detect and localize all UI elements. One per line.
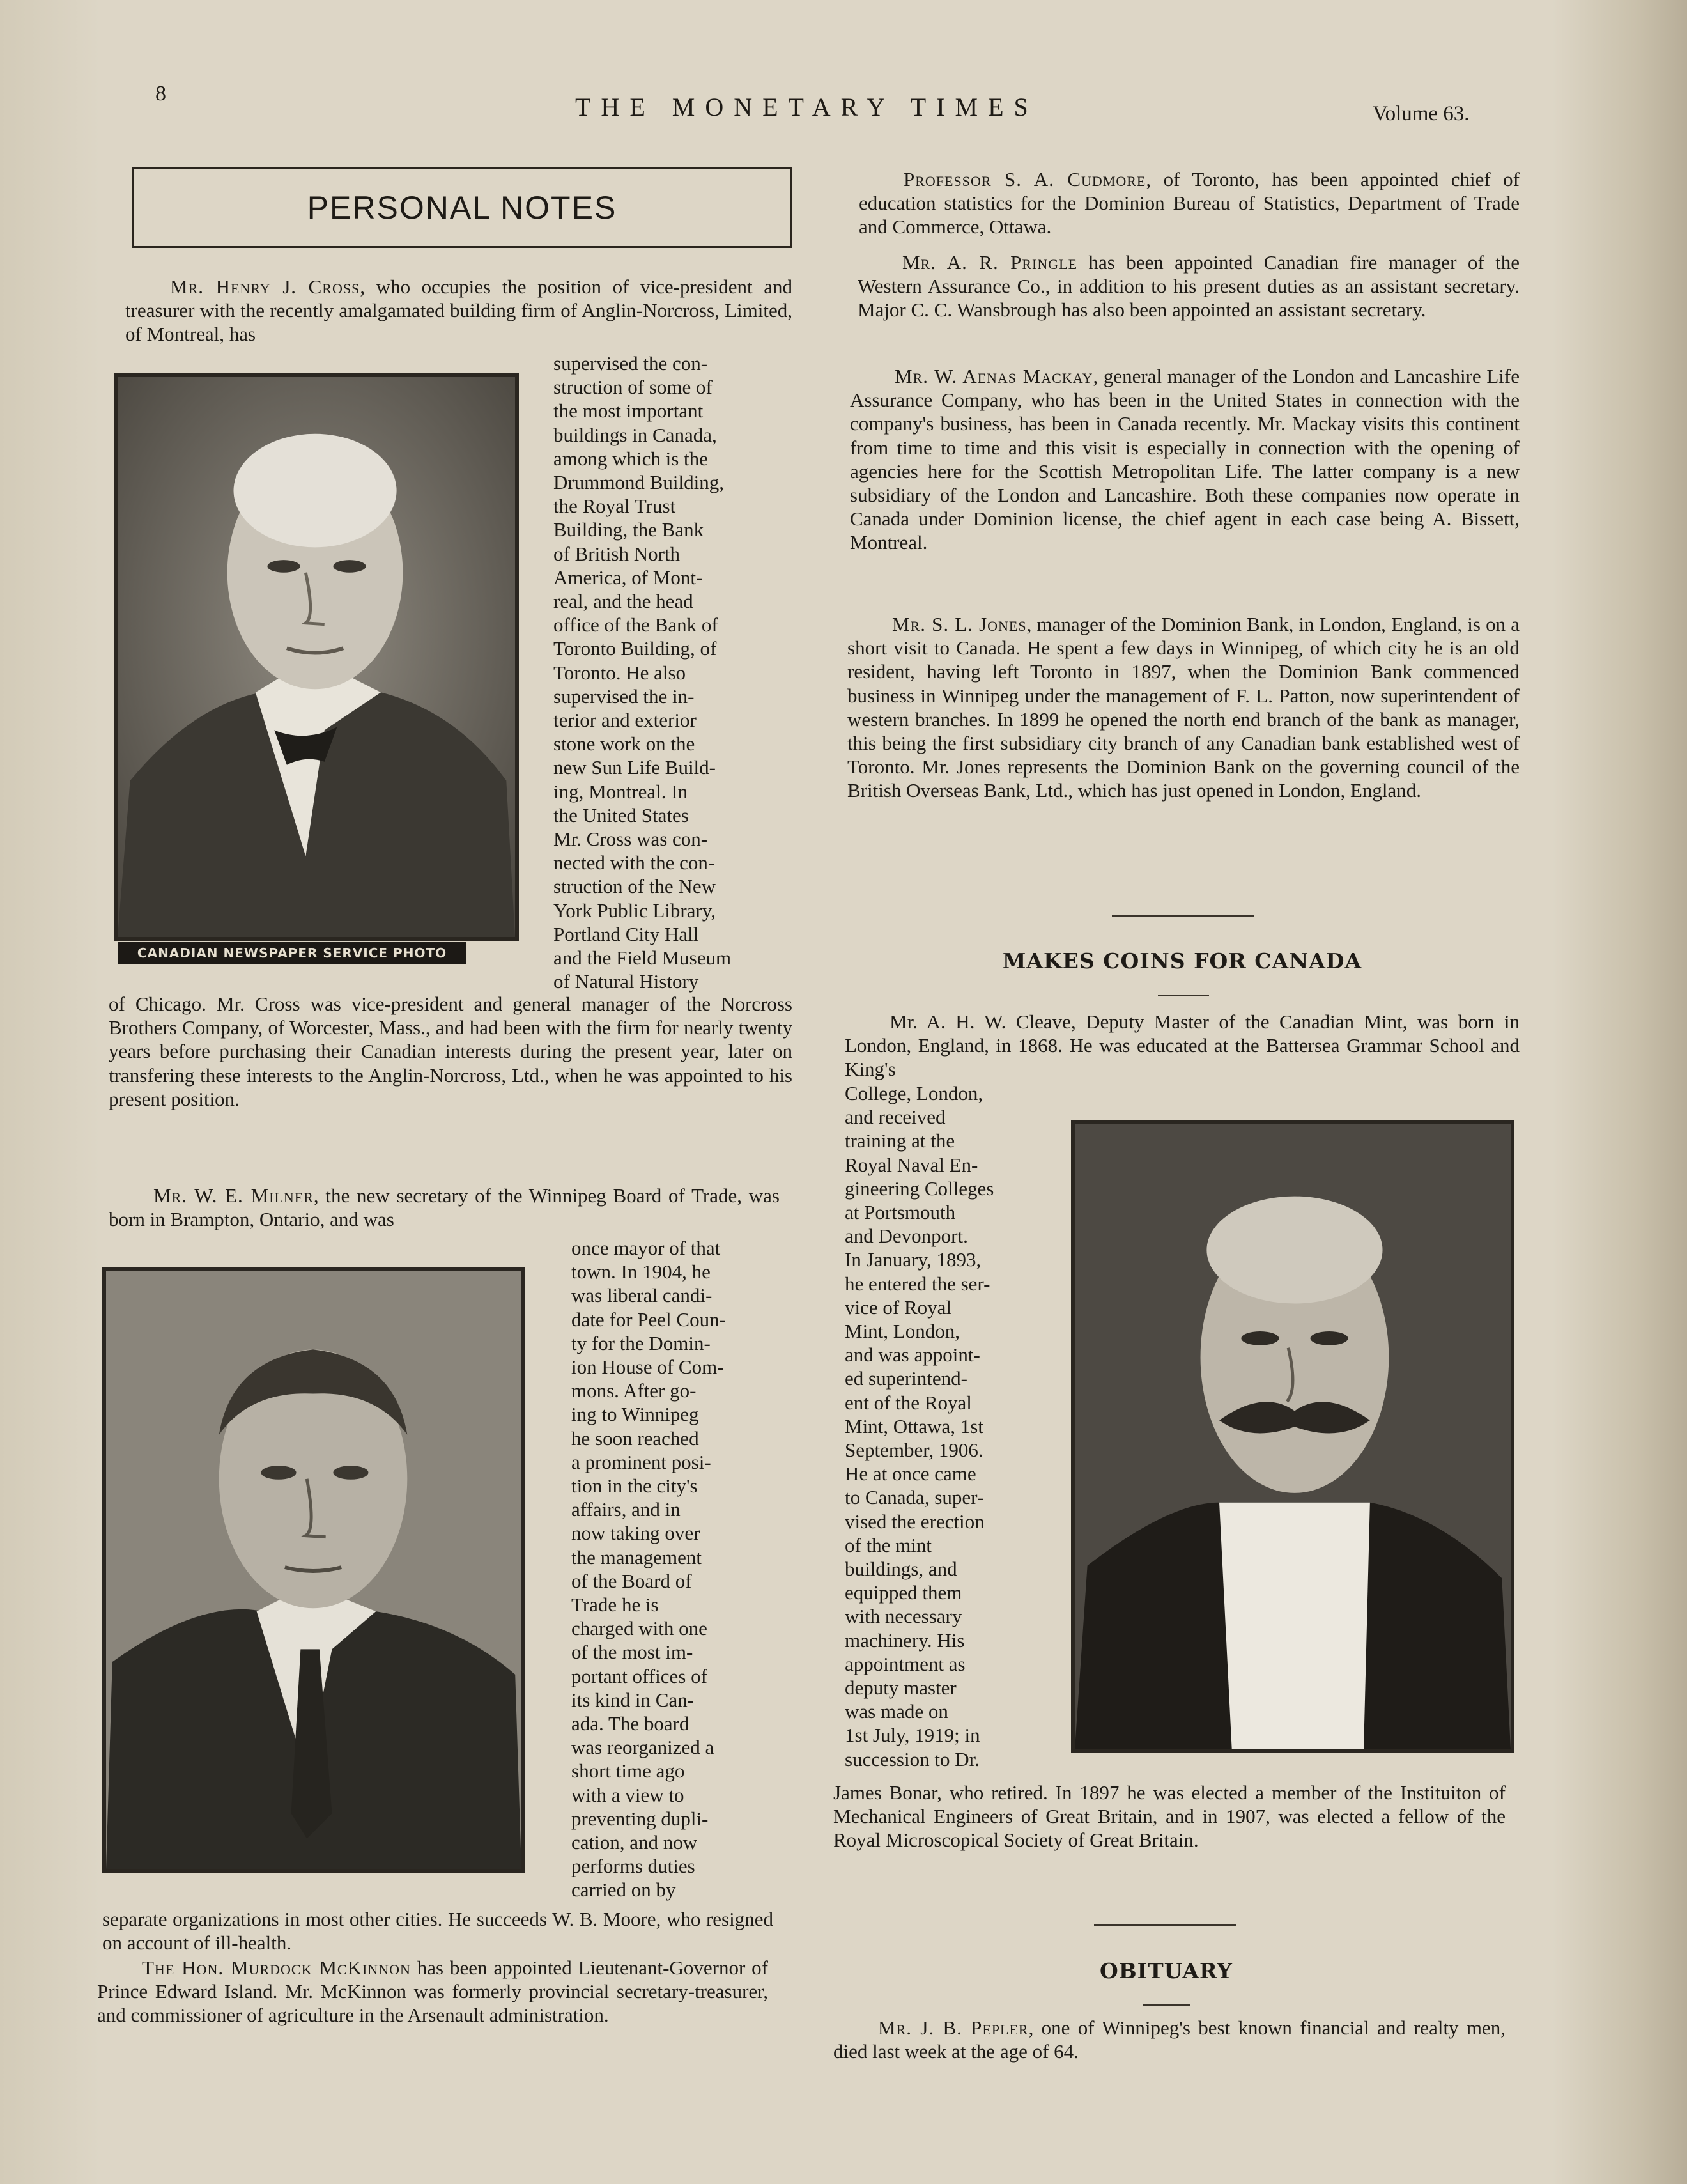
cross-line: Building, the Bank xyxy=(553,518,704,541)
milner-line: date for Peel Coun- xyxy=(571,1308,726,1331)
coins-line: In January, 1893, xyxy=(845,1248,982,1271)
obituary-heading: OBITUARY xyxy=(1100,1958,1233,1983)
coins-line: He at once came xyxy=(845,1462,976,1485)
milner-line: with a view to xyxy=(571,1783,684,1806)
coins-intro-text: Mr. A. H. W. Cleave, Deputy Master of the Canadian Mint, was born in London, England, in 1868. He was educated at the Battersea Grammar School and King's xyxy=(845,1011,1520,1081)
coins-line: buildings, and xyxy=(845,1558,957,1581)
cross-line: new Sun Life Build- xyxy=(553,756,716,779)
cross-line: the Royal Trust xyxy=(553,495,676,518)
obituary-note xyxy=(833,2016,1506,2063)
heading-rule xyxy=(1158,995,1209,996)
jones-name: Mr. S. L. Jones xyxy=(892,613,1027,635)
section-title xyxy=(132,167,792,248)
pringle-note xyxy=(858,251,1520,322)
milner-intro-text: , the new secretary of the Winnipeg Board of Trade, was born in Brampton, Ontario, and was xyxy=(109,1184,780,1231)
cross-line: Portland City Hall xyxy=(553,922,699,945)
coins-line: of the mint xyxy=(845,1533,932,1556)
coins-line: Royal Naval En- xyxy=(845,1153,978,1176)
cross-line: Drummond Building, xyxy=(553,471,724,494)
milner-line: now taking over xyxy=(571,1522,700,1545)
cross-line: and the Field Museum xyxy=(553,947,732,970)
cross-line: struction of some of xyxy=(553,376,713,399)
coins-intro xyxy=(845,1010,1520,1081)
coins-line: deputy master xyxy=(845,1677,957,1700)
coins-line: ent of the Royal xyxy=(845,1391,972,1414)
milner-line: Trade he is xyxy=(571,1593,659,1616)
jones-note xyxy=(847,612,1520,803)
coins-line: training at the xyxy=(845,1129,955,1152)
mckinnon-name: The Hon. Murdock McKinnon xyxy=(142,1956,411,1979)
coins-line: at Portsmouth xyxy=(845,1201,956,1224)
cross-line: buildings in Canada, xyxy=(553,423,717,446)
photo-credit: CANADIAN NEWSPAPER SERVICE PHOTO xyxy=(118,942,466,964)
milner-side-text xyxy=(571,1236,776,1902)
cudmore-note xyxy=(859,167,1520,239)
milner-line: portant offices of xyxy=(571,1664,707,1687)
cross-line: supervised the con- xyxy=(553,352,708,375)
cross-line: Toronto. He also xyxy=(553,661,686,684)
milner-portrait-photo xyxy=(102,1267,525,1873)
milner-line: short time ago xyxy=(571,1760,685,1783)
cross-line: America, of Mont- xyxy=(553,566,703,589)
coins-line: 1st July, 1919; in xyxy=(845,1724,980,1747)
cleave-portrait-photo xyxy=(1071,1120,1514,1753)
publication-title: THE MONETARY TIMES xyxy=(575,93,1038,121)
cross-intro-text: , who occupies the position of vice-president and treasurer with the recently amalgamated building firm of Anglin-Norcross, Limited, of Montreal, has xyxy=(125,275,792,346)
coins-line: and was appoint- xyxy=(845,1344,980,1367)
milner-continuation: separate organizations in most other cities. He succeeds W. B. Moore, who resigned on account of ill-health. xyxy=(102,1908,773,1955)
cross-line: the most important xyxy=(553,399,704,422)
milner-line: the management xyxy=(571,1545,702,1568)
cross-line: of Natural History xyxy=(553,970,699,993)
coins-line: ed superintend- xyxy=(845,1367,967,1390)
milner-line: ada. The board xyxy=(571,1712,689,1735)
volume-label: Volume 63. xyxy=(1373,102,1470,125)
coins-line: to Canada, super- xyxy=(845,1486,984,1509)
coins-line: appointment as xyxy=(845,1652,966,1675)
cross-line: real, and the head xyxy=(553,590,693,613)
milner-line: was reorganized a xyxy=(571,1736,714,1759)
milner-line: performs duties xyxy=(571,1855,695,1878)
milner-line: once mayor of that xyxy=(571,1237,721,1259)
cross-name: Mr. Henry J. Cross xyxy=(170,275,360,298)
cross-portrait-photo xyxy=(114,373,519,941)
milner-line: its kind in Can- xyxy=(571,1688,695,1711)
pringle-text: has been appointed Canadian fire manager of the Western Assurance Co., in addition to his present duties as an assistant secretary. Major C. C. Wansbrough has also been appointed an assistant secretary. xyxy=(858,251,1520,321)
coins-line: Mint, Ottawa, 1st xyxy=(845,1414,983,1437)
milner-name: Mr. W. E. Milner xyxy=(153,1184,314,1207)
section-divider xyxy=(1112,915,1254,917)
mckinnon-text: has been appointed Lieutenant-Governor of Prince Edward Island. Mr. McKinnon was formerly provincial secretary-treasurer, and commissioner of agriculture in the Arsenault administration. xyxy=(97,1956,769,2027)
cross-line: Mr. Cross was con- xyxy=(553,828,708,851)
cross-line: ing, Montreal. In xyxy=(553,780,688,803)
milner-intro xyxy=(109,1184,780,1231)
coins-line: equipped them xyxy=(845,1581,962,1604)
milner-line: mons. After go- xyxy=(571,1379,697,1402)
coins-line: and Devonport. xyxy=(845,1225,968,1248)
milner-line: carried on by xyxy=(571,1878,676,1901)
jones-text: , manager of the Dominion Bank, in London, England, is on a short visit to Canada. He spent a few days in Winnipeg, of which city he is an old resident, having left Toronto in 1897, when the Dominion Bank commenced business in Winnipeg under the management of F. L. Patton, now superintendent of western branches. In 1899 he opened the north end branch of the bank as manager, this being the first subsidiary city branch of any Canadian bank established west of Toronto. Mr. Jones represents the Dominion Bank on the governing council of the British Overseas Bank, Ltd., which has just opened in London, England. xyxy=(847,613,1520,802)
cudmore-text: , of Toronto, has been appointed chief of education statistics for the Dominion Bureau of Statistics, Department of Trade and Commerce, Ottawa. xyxy=(859,168,1520,238)
coins-line: College, London, xyxy=(845,1082,983,1104)
milner-line: affairs, and in xyxy=(571,1498,681,1521)
cross-line: among which is the xyxy=(553,447,708,470)
milner-line: was liberal candi- xyxy=(571,1284,713,1307)
coins-line: and received xyxy=(845,1106,946,1129)
page-number: 8 xyxy=(155,82,166,105)
mackay-text: , general manager of the London and Lancashire Life Assurance Company, who has been in the United States in connection with the company's business, has been in Canada recently. Mr. Mackay visits this continent from time to time and this visit is especially in connection with the opening of agencies here for the Scottish Metropolitan Life. The latter company is a new subsidiary of the London and Lancashire. Both these companies now operate in Canada under Dominion license, the chief agent in each case being A. Bissett, Montreal. xyxy=(850,365,1520,554)
coins-line: gineering Colleges xyxy=(845,1177,994,1200)
milner-line: town. In 1904, he xyxy=(571,1260,711,1283)
section-divider xyxy=(1094,1924,1236,1926)
coins-line: he entered the ser- xyxy=(845,1272,990,1295)
milner-line: ty for the Domin- xyxy=(571,1331,711,1354)
mackay-note xyxy=(850,364,1520,555)
cross-line: supervised the in- xyxy=(553,685,695,708)
coins-continuation: James Bonar, who retired. In 1897 he was elected a member of the Instituiton of Mechanical Engineers of Great Britain, and in 1907, was elected a fellow of the Royal Microscopical Society of Great Britain. xyxy=(833,1781,1506,1852)
cross-line: Toronto Building, of xyxy=(553,637,717,660)
coins-line: Mint, London, xyxy=(845,1320,960,1343)
cross-line: York Public Library, xyxy=(553,899,716,922)
milner-line: tion in the city's xyxy=(571,1475,698,1498)
coins-line: was made on xyxy=(845,1700,948,1723)
cross-line: stone work on the xyxy=(553,732,695,755)
milner-line: charged with one xyxy=(571,1617,707,1640)
obituary-text: , one of Winnipeg's best known financial and realty men, died last week at the age of 64. xyxy=(833,2017,1506,2063)
cross-continuation: of Chicago. Mr. Cross was vice-president and general manager of the Norcross Brothers Company, of Worcester, Mass., and had been with the firm for nearly twenty years before purchasing their Canadian interests during the present year, later on transfering these interests to the Anglin-Norcross, Ltd., when he was appointed to his present position. xyxy=(109,993,792,1110)
cross-line: struction of the New xyxy=(553,875,716,898)
cross-line: of British North xyxy=(553,542,681,565)
cudmore-name: Professor S. A. Cudmore xyxy=(904,168,1146,190)
milner-line: a prominent posi- xyxy=(571,1450,711,1473)
pringle-name: Mr. A. R. Pringle xyxy=(902,251,1078,274)
milner-line: cation, and now xyxy=(571,1831,698,1854)
heading-rule xyxy=(1143,2004,1190,2006)
cross-line: office of the Bank of xyxy=(553,614,718,637)
coins-side-text xyxy=(845,1081,1058,1771)
cross-line: terior and exterior xyxy=(553,709,697,732)
section-title-text: PERSONAL NOTES xyxy=(307,190,617,226)
cross-line: the United States xyxy=(553,803,689,826)
milner-line: of the most im- xyxy=(571,1641,693,1664)
cross-line: nected with the con- xyxy=(553,851,715,874)
coins-line: vice of Royal xyxy=(845,1296,952,1319)
cross-side-text xyxy=(553,352,787,993)
coins-line: vised the erection xyxy=(845,1510,985,1533)
milner-line: preventing dupli- xyxy=(571,1807,709,1830)
coins-line: succession to Dr. xyxy=(845,1747,980,1770)
milner-line: he soon reached xyxy=(571,1427,699,1450)
milner-line: ing to Winnipeg xyxy=(571,1403,699,1426)
milner-line: ion House of Com- xyxy=(571,1356,724,1379)
coins-heading: MAKES COINS FOR CANADA xyxy=(1002,949,1362,973)
mackay-name: Mr. W. Aenas Mackay xyxy=(895,365,1093,387)
coins-line: machinery. His xyxy=(845,1629,965,1652)
coins-line: September, 1906. xyxy=(845,1439,983,1462)
coins-line: with necessary xyxy=(845,1605,962,1628)
milner-line: of the Board of xyxy=(571,1569,692,1592)
mckinnon-note xyxy=(97,1956,768,2027)
pepler-name: Mr. J. B. Pepler xyxy=(878,2017,1029,2039)
cross-intro xyxy=(125,275,792,346)
